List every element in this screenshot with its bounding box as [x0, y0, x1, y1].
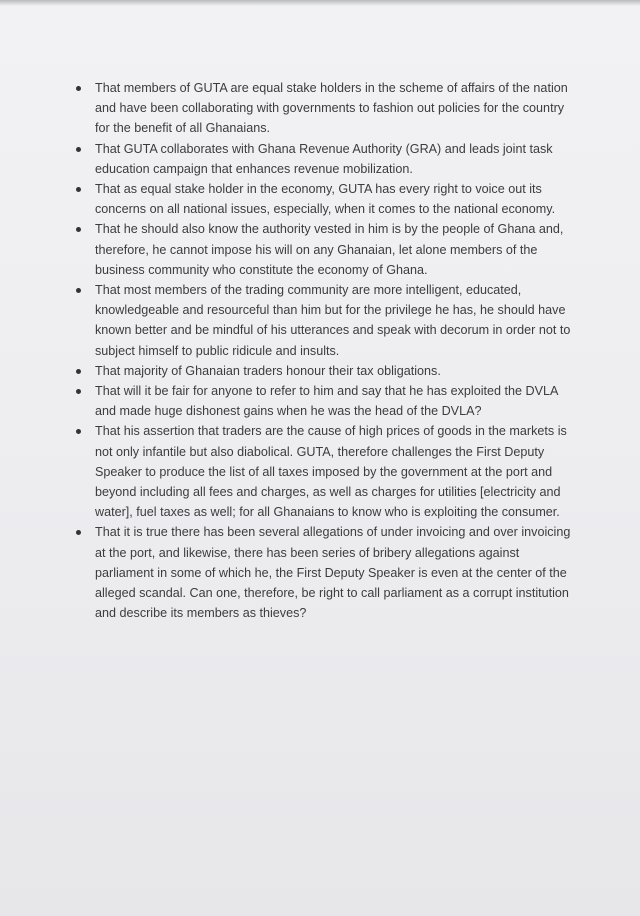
bullet-item: [76, 139, 576, 179]
bullet-icon: [76, 429, 81, 434]
bullet-icon: [76, 227, 81, 232]
bullet-icon: [76, 187, 81, 192]
bullet-item: [76, 381, 576, 421]
bullet-text: That he should also know the authority vested in him is by the people of Ghana and, therefore, he cannot impose his will on any Ghanaian, let alone members of the business community who constitute the economy of Ghana.: [95, 222, 564, 277]
bullet-icon: [76, 288, 81, 293]
bullet-list: [76, 78, 576, 623]
bullet-text: That most members of the trading community are more intelligent, educated, knowledgeable and resourceful than him but for the privilege he has, he should have known better and be mindful of his utterances and speak with decorum in order not to subject himself to public ridicule and insults.: [95, 283, 571, 358]
bullet-text: That his assertion that traders are the cause of high prices of goods in the markets is not only infantile but also diabolical. GUTA, therefore challenges the First Deputy Speaker to produce the list of all taxes imposed by the government at the port and beyond including all fees and charges, as well as charges for utilities [electricity and water], fuel taxes as well; for all Ghanaians to know who is exploiting the consumer.: [95, 424, 567, 520]
bullet-text: That it is true there has been several allegations of under invoicing and over invoicing at the port, and likewise, there has been series of bribery allegations against parliament in some of which he, the First Deputy Speaker is even at the center of the alleged scandal. Can one, therefore, be right to call parliament as a corrupt institution and describe its members as thieves?: [95, 525, 571, 621]
bullet-text: That GUTA collaborates with Ghana Revenue Authority (GRA) and leads joint task education campaign that enhances revenue mobilization.: [95, 141, 553, 176]
bullet-icon: [76, 147, 81, 152]
bullet-icon: [76, 86, 81, 91]
bullet-text: That as equal stake holder in the economy, GUTA has every right to voice out its concerns on all national issues, especially, when it comes to the national economy.: [95, 182, 556, 217]
bullet-icon: [76, 369, 81, 374]
bullet-item: [76, 522, 576, 623]
bullet-item: [76, 421, 576, 522]
page-top-edge: [0, 0, 640, 6]
bullet-icon: [76, 389, 81, 394]
bullet-item: [76, 219, 576, 280]
bullet-item: [76, 179, 576, 219]
bullet-text: That members of GUTA are equal stake holders in the scheme of affairs of the nation and have been collaborating with governments to fashion out policies for the country for the benefit of all Ghanaians.: [95, 81, 568, 136]
bullet-text: That will it be fair for anyone to refer to him and say that he has exploited the DVLA and made huge dishonest gains when he was the head of the DVLA?: [95, 384, 558, 419]
bullet-item: [76, 280, 576, 361]
bullet-item: [76, 361, 576, 381]
bullet-icon: [76, 530, 81, 535]
bullet-text: That majority of Ghanaian traders honour their tax obligations.: [95, 363, 441, 378]
bullet-item: [76, 78, 576, 139]
